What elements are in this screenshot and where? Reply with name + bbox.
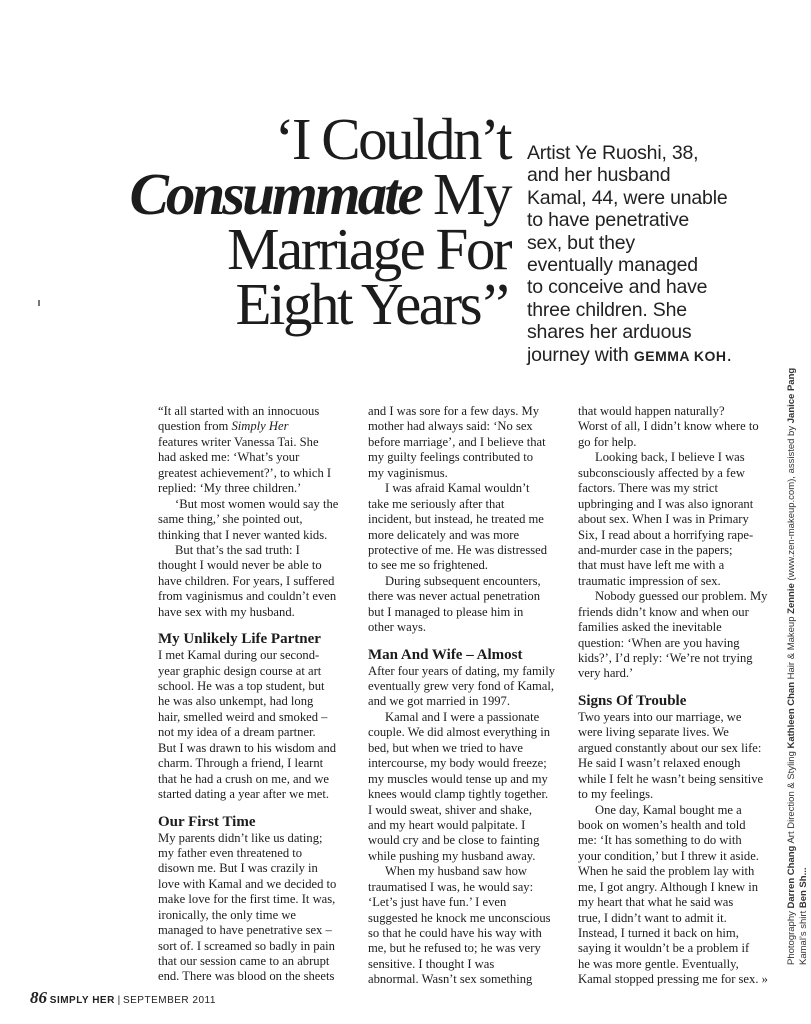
body-line: about sex. When I was in Primary [578,512,749,527]
body-line: me: ‘It has something to do with [578,833,742,848]
body-line: take me seriously after that [368,496,505,511]
body-line: and-murder case in the papers; [578,542,733,557]
body-line: my heart that what he said was [578,895,734,910]
body-line: and we got married in 1997. [368,694,510,709]
standfirst-line: eventually managed [527,254,698,277]
body-column-3 [578,404,774,988]
credit-role: (www.zen-makeup.com), assisted by [786,423,797,584]
body-line: But that’s the sad truth: I [175,542,300,557]
body-line: I was afraid Kamal wouldn’t [385,481,530,496]
body-line: replied: ‘My three children.’ [158,481,302,496]
standfirst-line: Kamal, 44, were unable [527,186,728,209]
body-line: Kamal and I were a passionate [385,709,540,724]
headline-italic-word: Consummate [129,161,421,227]
credit-name: Ben Sh... [798,867,809,909]
body-line: while I felt he wasn’t being sensitive [578,771,764,786]
standfirst-line: and her husband [527,164,671,187]
standfirst-suffix: . [726,343,732,366]
body-line: he was also unkempt, had long [158,694,314,709]
photo-credits [786,365,811,965]
body-line: true, I didn’t want to admit it. [578,910,727,925]
credit-role: Photography [786,908,797,965]
page-folio [30,988,216,1008]
body-line: me, I got angry. Although I knew in [578,879,759,894]
body-line: saying it wouldn’t be a problem if [578,941,750,956]
body-line: After four years of dating, my family [368,663,556,678]
body-line: sensitive. I thought I was [368,956,495,971]
body-line: were living separate lives. We [578,725,729,740]
body-line: your condition,’ but I threw it aside. [578,848,759,863]
body-line: school. He was a top student, but [158,679,325,693]
section-gap [368,636,564,646]
body-line: love with Kamal and we decided to [158,876,337,891]
credits-line-2 [798,365,810,965]
body-line: mother had always said: ‘No sex [368,419,533,434]
body-line: kids?’, I’d reply: ‘We’re not trying [578,651,753,665]
body-line: would cry and be close to fainting [368,833,540,848]
body-line: and my heart would palpitate. I [368,817,526,832]
body-line: my father even threatened to [158,845,303,860]
body-line: Nobody guessed our problem. My [595,589,768,604]
author-byline: GEMMA KOH [633,347,727,364]
credit-name: Zennie [786,583,797,614]
body-text: question from [158,419,232,434]
headline-line-4: Eight Years’’ [235,271,510,337]
body-line: factors. There was my strict [578,481,719,496]
body-line: that our session came to an abrupt [158,954,330,968]
body-line: knees would clamp tightly together. [368,787,549,802]
body-line: have children. For years, I suffered [158,573,335,588]
body-line: traumatic impression of sex. [578,573,721,588]
subheading: Our First Time [158,813,256,830]
body-line: greatest achievement?’, to which I [158,465,332,480]
body-line: Instead, I turned it back on him, [578,926,739,940]
credit-role: Art Direction & Styling [786,748,797,846]
standfirst-line: to have penetrative [527,209,690,232]
body-line: but I managed to please him in [368,604,524,619]
body-line: hair, smelled weird and smoked – [158,709,328,724]
subheading: Signs Of Trouble [578,692,687,709]
body-column-2 [368,404,564,988]
body-line: make love for the first time. It was, [158,892,336,907]
body-line: ironically, the only time we [158,907,297,922]
body-line: that he had a crush on me, and we [158,771,330,786]
standfirst-prefix: journey with [527,343,634,366]
standfirst-last-line [527,344,777,367]
body-line: suggested he knock me unconscious [368,910,551,925]
folio-separator: | [114,995,123,1006]
body-line: ‘Let’s just have fun.’ I even [368,895,507,910]
page-number: 86 [30,988,47,1007]
credit-name: Darren Chang [786,845,797,909]
body-line: started dating a year after we met. [158,787,329,802]
body-line: He said I wasn’t relaxed enough [578,756,741,771]
headline-line-2-rest: My [420,161,510,227]
body-line: have sex with my husband. [158,604,295,619]
headline-line-2 [40,161,510,227]
body-line: other ways. [368,620,427,635]
body-line: while pushing my husband away. [368,848,536,863]
magazine-name-italic: Simply Her [231,419,289,434]
body-line: families asked the inevitable [578,620,722,635]
body-line: couple. We did almost everything in [368,725,551,740]
body-line: end. There was blood on the sheets [158,969,335,984]
credit-role: Kamal’s shirt [798,908,809,965]
body-line: subconsciously affected by a few [578,465,745,480]
body-line: protective of me. He was distressed [368,542,548,557]
body-line: But I was drawn to his wisdom and [158,740,337,755]
section-gap [158,620,354,630]
body-line: from vaginismus and couldn’t even [158,589,337,604]
body-line: intercourse, my body would freeze; [368,756,547,771]
body-line: Two years into our marriage, we [578,709,742,724]
body-line: During subsequent encounters, [385,573,541,588]
body-line: very hard.’ [578,666,634,681]
body-line: and I was sore for a few days. My [368,404,540,418]
body-line: so that he could have his way with [368,926,542,940]
body-line: sort of. I screamed so badly in pain [158,938,335,953]
body-line: My parents didn’t like us dating; [158,830,323,845]
body-line: that must have left me with a [578,558,725,573]
standfirst-line: to conceive and have [527,276,708,299]
body-line: charm. Through a friend, I learnt [158,756,324,771]
body-line: bed, but when we tried to have [368,740,523,755]
body-line: he was more gentle. Eventually, [578,956,739,971]
headline [40,106,510,337]
headline-line-1: ‘I Couldn’t [274,106,510,172]
section-gap [158,803,354,813]
subheading: My Unlikely Life Partner [158,631,321,648]
body-line: question: ‘When are you having [578,635,740,650]
body-line: that would happen naturally? [578,404,725,418]
body-line: had asked me: ‘What’s your [158,450,300,465]
standfirst-line: Artist Ye Ruoshi, 38, [527,142,699,164]
body-line: there was never actual penetration [368,589,541,604]
body-line: incident, but instead, he treated me [368,512,544,527]
body-line: argued constantly about our sex life: [578,740,762,755]
body-line-continued: Kamal stopped pressing me for sex. » [578,972,768,987]
body-line: thought I would never be able to [158,558,322,573]
issue-date: SEPTEMBER 2011 [122,995,216,1006]
body-line: One day, Kamal bought me a [595,802,742,817]
body-line: before marriage’, and I believe that [368,434,546,449]
body-line: disown me. But I was crazily in [158,861,318,876]
body-line: thinking that I never wanted kids. [158,527,328,542]
headline-line-3: Marriage For [227,216,510,282]
body-line: me, but he refused to; he was very [368,941,541,956]
credit-role: Hair & Makeup [786,613,797,682]
body-line: traumatised I was, he would say: [368,879,534,894]
body-line: “It all started with an innocuous [158,404,320,418]
body-line: I met Kamal during our second- [158,648,320,663]
body-line: managed to have penetrative sex – [158,923,332,938]
body-line: ‘But most women would say the [175,496,339,511]
standfirst-line: shares her arduous [527,321,692,344]
body-column-1 [158,404,354,985]
credit-name: Kathleen Chan [786,681,797,749]
body-line: my guilty feelings contributed to [368,450,534,465]
subheading: Man And Wife – Almost [368,646,523,663]
body-line: abnormal. Wasn’t sex something [368,972,533,987]
standfirst-line: three children. She [527,298,687,321]
body-line: go for help. [578,434,637,449]
body-line: friends didn’t know and when our [578,604,749,619]
body-line: eventually grew very fond of Kamal, [368,679,555,693]
body-line: I would sweat, shiver and shake, [368,802,533,817]
body-line: When he said the problem lay with [578,864,755,879]
body-line: Looking back, I believe I was [595,450,745,465]
credits-line-1 [786,365,798,965]
magazine-name: SIMPLY HER [49,995,115,1006]
body-line: Six, I read about a horrifying rape- [578,527,754,542]
standfirst [527,142,777,367]
body-line: book on women’s health and told [578,817,746,832]
body-line: to see me so frightened. [368,558,488,573]
section-gap [578,682,774,692]
standfirst-line: sex, but they [527,231,635,254]
body-line: Worst of all, I didn’t know where to [578,419,759,434]
body-line [158,419,354,434]
body-line: When my husband saw how [385,864,528,879]
body-line: upbringing and I was also ignorant [578,496,754,511]
body-line: more delicately and was more [368,527,520,542]
body-line: to my feelings. [578,787,654,802]
body-line: my muscles would tense up and my [368,771,548,786]
body-line: same thing,’ she pointed out, [158,512,303,527]
body-line: not my idea of a dream partner. [158,725,316,740]
body-line: features writer Vanessa Tai. She [158,434,319,449]
credit-name: Janice Pang [786,367,797,424]
body-line: my vaginismus. [368,465,448,480]
body-line: year graphic design course at art [158,663,322,678]
